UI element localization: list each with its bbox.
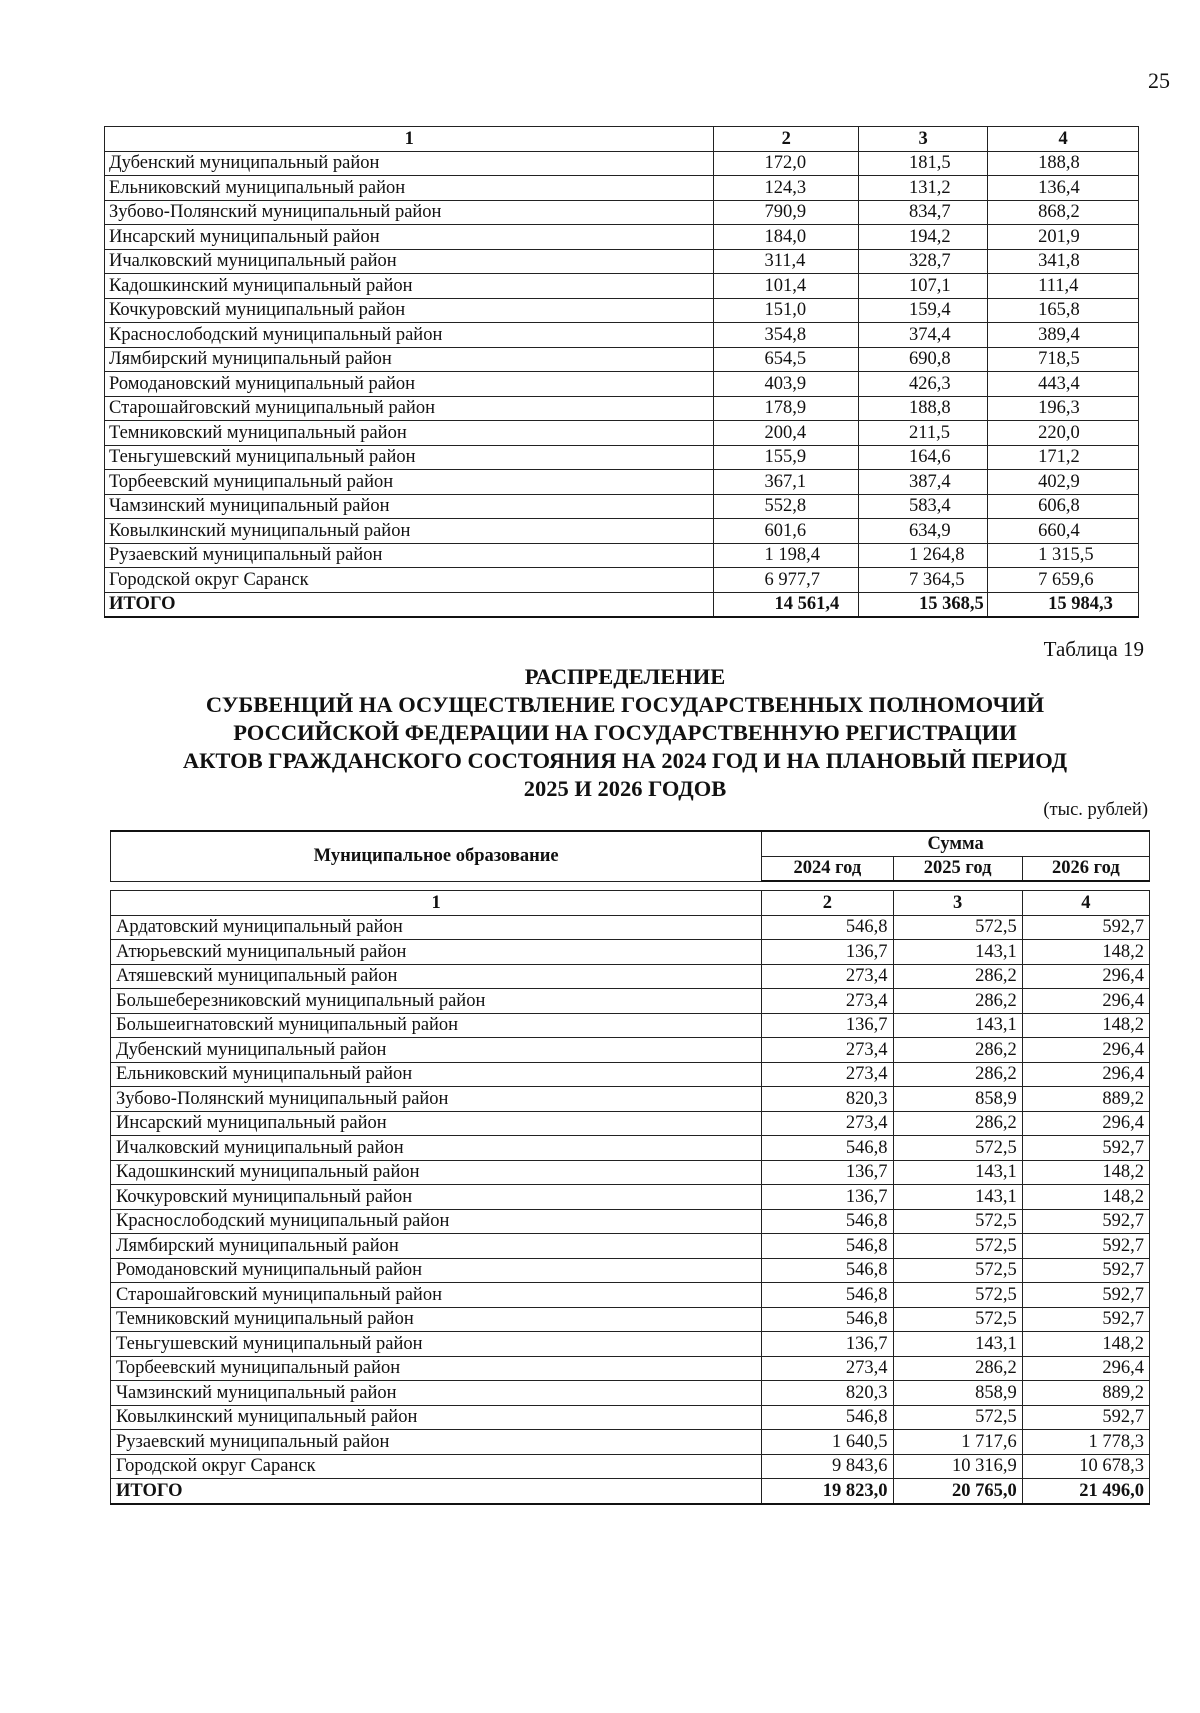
table-row <box>105 396 1139 421</box>
municipality-name: Дубенский муниципальный район <box>105 151 714 176</box>
amount-cell: 296,4 <box>1022 1062 1149 1087</box>
table-row <box>105 470 1139 495</box>
table-row <box>105 200 1139 225</box>
gap-cell <box>111 881 1150 891</box>
amount-cell: 14 561,4 <box>714 592 859 617</box>
table-row <box>111 1381 1150 1406</box>
amount-cell: 546,8 <box>762 915 893 940</box>
amount-cell: 592,7 <box>1022 1209 1149 1234</box>
amount-cell: 136,7 <box>762 1013 893 1038</box>
table-row <box>105 372 1139 397</box>
municipality-name: Атяшевский муниципальный район <box>111 964 762 989</box>
amount-cell: 188,8 <box>859 396 988 421</box>
table-19-title <box>100 663 1150 803</box>
amount-cell: 1 315,5 <box>988 543 1139 568</box>
amount-cell: 148,2 <box>1022 1185 1149 1210</box>
total-row <box>111 1479 1150 1504</box>
column-number: 3 <box>859 127 988 152</box>
amount-cell: 296,4 <box>1022 1038 1149 1063</box>
amount-cell: 194,2 <box>859 225 988 250</box>
table-row <box>105 347 1139 372</box>
table-row <box>111 1430 1150 1455</box>
amount-cell: 286,2 <box>893 1356 1022 1381</box>
amount-cell: 546,8 <box>762 1209 893 1234</box>
amount-cell: 181,5 <box>859 151 988 176</box>
title-line: РОССИЙСКОЙ ФЕДЕРАЦИИ НА ГОСУДАРСТВЕННУЮ РЕГИСТРАЦИИ <box>233 720 1017 745</box>
amount-cell: 155,9 <box>714 445 859 470</box>
table-row <box>105 151 1139 176</box>
amount-cell: 592,7 <box>1022 1405 1149 1430</box>
table-row <box>111 989 1150 1014</box>
amount-cell: 148,2 <box>1022 1013 1149 1038</box>
amount-cell: 136,4 <box>988 176 1139 201</box>
municipality-name: Краснослободский муниципальный район <box>111 1209 762 1234</box>
table-row <box>111 1454 1150 1479</box>
amount-cell: 143,1 <box>893 940 1022 965</box>
amount-cell: 443,4 <box>988 372 1139 397</box>
table-row <box>105 421 1139 446</box>
table-19-body <box>111 831 1150 1504</box>
amount-cell: 273,4 <box>762 1356 893 1381</box>
amount-cell: 286,2 <box>893 964 1022 989</box>
amount-cell: 296,4 <box>1022 1111 1149 1136</box>
amount-cell: 165,8 <box>988 298 1139 323</box>
amount-cell: 572,5 <box>893 1283 1022 1308</box>
amount-cell: 572,5 <box>893 1307 1022 1332</box>
total-label: ИТОГО <box>111 1479 762 1504</box>
table-row <box>111 964 1150 989</box>
header-year: 2025 год <box>893 856 1022 881</box>
amount-cell: 136,7 <box>762 1332 893 1357</box>
amount-cell: 592,7 <box>1022 1136 1149 1161</box>
amount-cell: 572,5 <box>893 1258 1022 1283</box>
table-row <box>105 543 1139 568</box>
table-row <box>105 274 1139 299</box>
municipality-name: Городской округ Саранск <box>105 568 714 593</box>
amount-cell: 7 364,5 <box>859 568 988 593</box>
amount-cell: 136,7 <box>762 940 893 965</box>
amount-cell: 572,5 <box>893 1234 1022 1259</box>
amount-cell: 273,4 <box>762 1111 893 1136</box>
amount-cell: 889,2 <box>1022 1087 1149 1112</box>
table-row <box>111 1209 1150 1234</box>
amount-cell: 151,0 <box>714 298 859 323</box>
amount-cell: 296,4 <box>1022 989 1149 1014</box>
amount-cell: 143,1 <box>893 1332 1022 1357</box>
amount-cell: 403,9 <box>714 372 859 397</box>
amount-cell: 546,8 <box>762 1136 893 1161</box>
amount-cell: 15 368,5 <box>859 592 988 617</box>
amount-cell: 143,1 <box>893 1013 1022 1038</box>
amount-cell: 273,4 <box>762 989 893 1014</box>
amount-cell: 286,2 <box>893 989 1022 1014</box>
municipality-name: Старошайговский муниципальный район <box>105 396 714 421</box>
amount-cell: 143,1 <box>893 1160 1022 1185</box>
column-number: 4 <box>1022 891 1149 916</box>
title-line: РАСПРЕДЕЛЕНИЕ <box>524 664 726 689</box>
amount-cell: 148,2 <box>1022 1160 1149 1185</box>
amount-cell: 606,8 <box>988 494 1139 519</box>
amount-cell: 572,5 <box>893 915 1022 940</box>
table-18-continuation <box>104 126 1139 618</box>
municipality-name: Ромодановский муниципальный район <box>105 372 714 397</box>
table-row <box>105 568 1139 593</box>
table-18-body <box>105 127 1139 618</box>
amount-cell: 211,5 <box>859 421 988 446</box>
header-entity: Муниципальное образование <box>111 831 762 881</box>
amount-cell: 690,8 <box>859 347 988 372</box>
table-row <box>105 225 1139 250</box>
municipality-name: Ромодановский муниципальный район <box>111 1258 762 1283</box>
amount-cell: 20 765,0 <box>893 1479 1022 1504</box>
municipality-name: Инсарский муниципальный район <box>111 1111 762 1136</box>
amount-cell: 1 640,5 <box>762 1430 893 1455</box>
municipality-name: Чамзинский муниципальный район <box>111 1381 762 1406</box>
amount-cell: 136,7 <box>762 1160 893 1185</box>
amount-cell: 328,7 <box>859 249 988 274</box>
amount-cell: 572,5 <box>893 1209 1022 1234</box>
amount-cell: 601,6 <box>714 519 859 544</box>
amount-cell: 136,7 <box>762 1185 893 1210</box>
amount-cell: 1 717,6 <box>893 1430 1022 1455</box>
amount-cell: 592,7 <box>1022 915 1149 940</box>
amount-cell: 131,2 <box>859 176 988 201</box>
amount-cell: 201,9 <box>988 225 1139 250</box>
page-number: 25 <box>1148 68 1170 93</box>
amount-cell: 107,1 <box>859 274 988 299</box>
table-row <box>111 1283 1150 1308</box>
amount-cell: 286,2 <box>893 1038 1022 1063</box>
municipality-name: Рузаевский муниципальный район <box>111 1430 762 1455</box>
amount-cell: 592,7 <box>1022 1283 1149 1308</box>
amount-cell: 592,7 <box>1022 1307 1149 1332</box>
table-row <box>111 1038 1150 1063</box>
table-19-column-numbers <box>111 891 1150 916</box>
table-row <box>111 1405 1150 1430</box>
amount-cell: 660,4 <box>988 519 1139 544</box>
amount-cell: 834,7 <box>859 200 988 225</box>
municipality-name: Большеберезниковский муниципальный район <box>111 989 762 1014</box>
title-line: СУБВЕНЦИЙ НА ОСУЩЕСТВЛЕНИЕ ГОСУДАРСТВЕННЫХ ПОЛНОМОЧИЙ <box>205 692 1045 717</box>
amount-cell: 10 678,3 <box>1022 1454 1149 1479</box>
amount-cell: 889,2 <box>1022 1381 1149 1406</box>
table-row <box>111 1234 1150 1259</box>
table-19-header-row <box>111 831 1150 856</box>
municipality-name: Ичалковский муниципальный район <box>105 249 714 274</box>
amount-cell: 148,2 <box>1022 1332 1149 1357</box>
table-19-label: Таблица 19 <box>1043 637 1144 661</box>
municipality-name: Инсарский муниципальный район <box>105 225 714 250</box>
amount-cell: 220,0 <box>988 421 1139 446</box>
table-row <box>105 176 1139 201</box>
amount-cell: 1 198,4 <box>714 543 859 568</box>
amount-cell: 184,0 <box>714 225 859 250</box>
amount-cell: 387,4 <box>859 470 988 495</box>
amount-cell: 296,4 <box>1022 1356 1149 1381</box>
municipality-name: Дубенский муниципальный район <box>111 1038 762 1063</box>
amount-cell: 171,2 <box>988 445 1139 470</box>
table-row <box>111 1185 1150 1210</box>
amount-cell: 858,9 <box>893 1087 1022 1112</box>
table-row <box>111 1062 1150 1087</box>
amount-cell: 296,4 <box>1022 964 1149 989</box>
table-row <box>111 1111 1150 1136</box>
amount-cell: 188,8 <box>988 151 1139 176</box>
municipality-name: Рузаевский муниципальный район <box>105 543 714 568</box>
amount-cell: 286,2 <box>893 1111 1022 1136</box>
table-row <box>105 323 1139 348</box>
municipality-name: Лямбирский муниципальный район <box>105 347 714 372</box>
amount-cell: 124,3 <box>714 176 859 201</box>
amount-cell: 164,6 <box>859 445 988 470</box>
column-number: 4 <box>988 127 1139 152</box>
amount-cell: 178,9 <box>714 396 859 421</box>
table-row <box>105 445 1139 470</box>
municipality-name: Лямбирский муниципальный район <box>111 1234 762 1259</box>
municipality-name: Ковылкинский муниципальный район <box>105 519 714 544</box>
table-row <box>105 519 1139 544</box>
amount-cell: 273,4 <box>762 964 893 989</box>
amount-cell: 654,5 <box>714 347 859 372</box>
municipality-name: Большеигнатовский муниципальный район <box>111 1013 762 1038</box>
amount-cell: 7 659,6 <box>988 568 1139 593</box>
municipality-name: Ичалковский муниципальный район <box>111 1136 762 1161</box>
amount-cell: 159,4 <box>859 298 988 323</box>
municipality-name: Торбеевский муниципальный район <box>105 470 714 495</box>
amount-cell: 858,9 <box>893 1381 1022 1406</box>
table-row <box>105 298 1139 323</box>
header-year: 2024 год <box>762 856 893 881</box>
amount-cell: 6 977,7 <box>714 568 859 593</box>
amount-cell: 196,3 <box>988 396 1139 421</box>
amount-cell: 820,3 <box>762 1381 893 1406</box>
amount-cell: 273,4 <box>762 1038 893 1063</box>
amount-cell: 546,8 <box>762 1234 893 1259</box>
column-number: 3 <box>893 891 1022 916</box>
municipality-name: Кочкуровский муниципальный район <box>111 1185 762 1210</box>
total-row <box>105 592 1139 617</box>
header-year: 2026 год <box>1022 856 1149 881</box>
table-row <box>111 940 1150 965</box>
amount-cell: 546,8 <box>762 1283 893 1308</box>
units-note: (тыс. рублей) <box>1043 800 1148 820</box>
amount-cell: 426,3 <box>859 372 988 397</box>
amount-cell: 15 984,3 <box>988 592 1139 617</box>
amount-cell: 592,7 <box>1022 1258 1149 1283</box>
municipality-name: Торбеевский муниципальный район <box>111 1356 762 1381</box>
amount-cell: 10 316,9 <box>893 1454 1022 1479</box>
amount-cell: 572,5 <box>893 1136 1022 1161</box>
amount-cell: 868,2 <box>988 200 1139 225</box>
column-number: 1 <box>105 127 714 152</box>
municipality-name: Темниковский муниципальный район <box>105 421 714 446</box>
amount-cell: 172,0 <box>714 151 859 176</box>
municipality-name: Краснослободский муниципальный район <box>105 323 714 348</box>
amount-cell: 790,9 <box>714 200 859 225</box>
amount-cell: 402,9 <box>988 470 1139 495</box>
amount-cell: 546,8 <box>762 1307 893 1332</box>
amount-cell: 1 264,8 <box>859 543 988 568</box>
column-number: 2 <box>762 891 893 916</box>
amount-cell: 101,4 <box>714 274 859 299</box>
column-number: 2 <box>714 127 859 152</box>
municipality-name: Старошайговский муниципальный район <box>111 1283 762 1308</box>
amount-cell: 820,3 <box>762 1087 893 1112</box>
amount-cell: 273,4 <box>762 1062 893 1087</box>
municipality-name: Теньгушевский муниципальный район <box>105 445 714 470</box>
amount-cell: 354,8 <box>714 323 859 348</box>
total-label: ИТОГО <box>105 592 714 617</box>
table-row <box>111 1087 1150 1112</box>
amount-cell: 374,4 <box>859 323 988 348</box>
header-gap <box>111 881 1150 891</box>
table-row <box>111 1356 1150 1381</box>
amount-cell: 148,2 <box>1022 940 1149 965</box>
municipality-name: Ковылкинский муниципальный район <box>111 1405 762 1430</box>
amount-cell: 311,4 <box>714 249 859 274</box>
amount-cell: 389,4 <box>988 323 1139 348</box>
amount-cell: 21 496,0 <box>1022 1479 1149 1504</box>
table-row <box>111 915 1150 940</box>
table-row <box>111 1013 1150 1038</box>
amount-cell: 367,1 <box>714 470 859 495</box>
municipality-name: Ельниковский муниципальный район <box>105 176 714 201</box>
municipality-name: Теньгушевский муниципальный район <box>111 1332 762 1357</box>
table-18-column-numbers <box>105 127 1139 152</box>
amount-cell: 9 843,6 <box>762 1454 893 1479</box>
table-19 <box>110 830 1150 1505</box>
amount-cell: 200,4 <box>714 421 859 446</box>
amount-cell: 19 823,0 <box>762 1479 893 1504</box>
municipality-name: Ельниковский муниципальный район <box>111 1062 762 1087</box>
title-line: АКТОВ ГРАЖДАНСКОГО СОСТОЯНИЯ НА 2024 ГОД И НА ПЛАНОВЫЙ ПЕРИОД <box>182 748 1068 773</box>
municipality-name: Кадошкинский муниципальный район <box>111 1160 762 1185</box>
amount-cell: 286,2 <box>893 1062 1022 1087</box>
municipality-name: Зубово-Полянский муниципальный район <box>111 1087 762 1112</box>
municipality-name: Кадошкинский муниципальный район <box>105 274 714 299</box>
column-number: 1 <box>111 891 762 916</box>
table-row <box>111 1307 1150 1332</box>
table-row <box>105 494 1139 519</box>
amount-cell: 546,8 <box>762 1258 893 1283</box>
amount-cell: 546,8 <box>762 1405 893 1430</box>
table-row <box>111 1136 1150 1161</box>
amount-cell: 583,4 <box>859 494 988 519</box>
title-line: 2025 И 2026 ГОДОВ <box>523 776 727 801</box>
table-row <box>111 1258 1150 1283</box>
municipality-name: Кочкуровский муниципальный район <box>105 298 714 323</box>
amount-cell: 552,8 <box>714 494 859 519</box>
municipality-name: Темниковский муниципальный район <box>111 1307 762 1332</box>
amount-cell: 1 778,3 <box>1022 1430 1149 1455</box>
table-row <box>111 1332 1150 1357</box>
amount-cell: 341,8 <box>988 249 1139 274</box>
municipality-name: Зубово-Полянский муниципальный район <box>105 200 714 225</box>
amount-cell: 634,9 <box>859 519 988 544</box>
municipality-name: Городской округ Саранск <box>111 1454 762 1479</box>
header-sum: Сумма <box>762 831 1150 856</box>
table-row <box>105 249 1139 274</box>
municipality-name: Ардатовский муниципальный район <box>111 915 762 940</box>
amount-cell: 592,7 <box>1022 1234 1149 1259</box>
table-row <box>111 1160 1150 1185</box>
amount-cell: 572,5 <box>893 1405 1022 1430</box>
amount-cell: 718,5 <box>988 347 1139 372</box>
municipality-name: Чамзинский муниципальный район <box>105 494 714 519</box>
municipality-name: Атюрьевский муниципальный район <box>111 940 762 965</box>
amount-cell: 143,1 <box>893 1185 1022 1210</box>
amount-cell: 111,4 <box>988 274 1139 299</box>
